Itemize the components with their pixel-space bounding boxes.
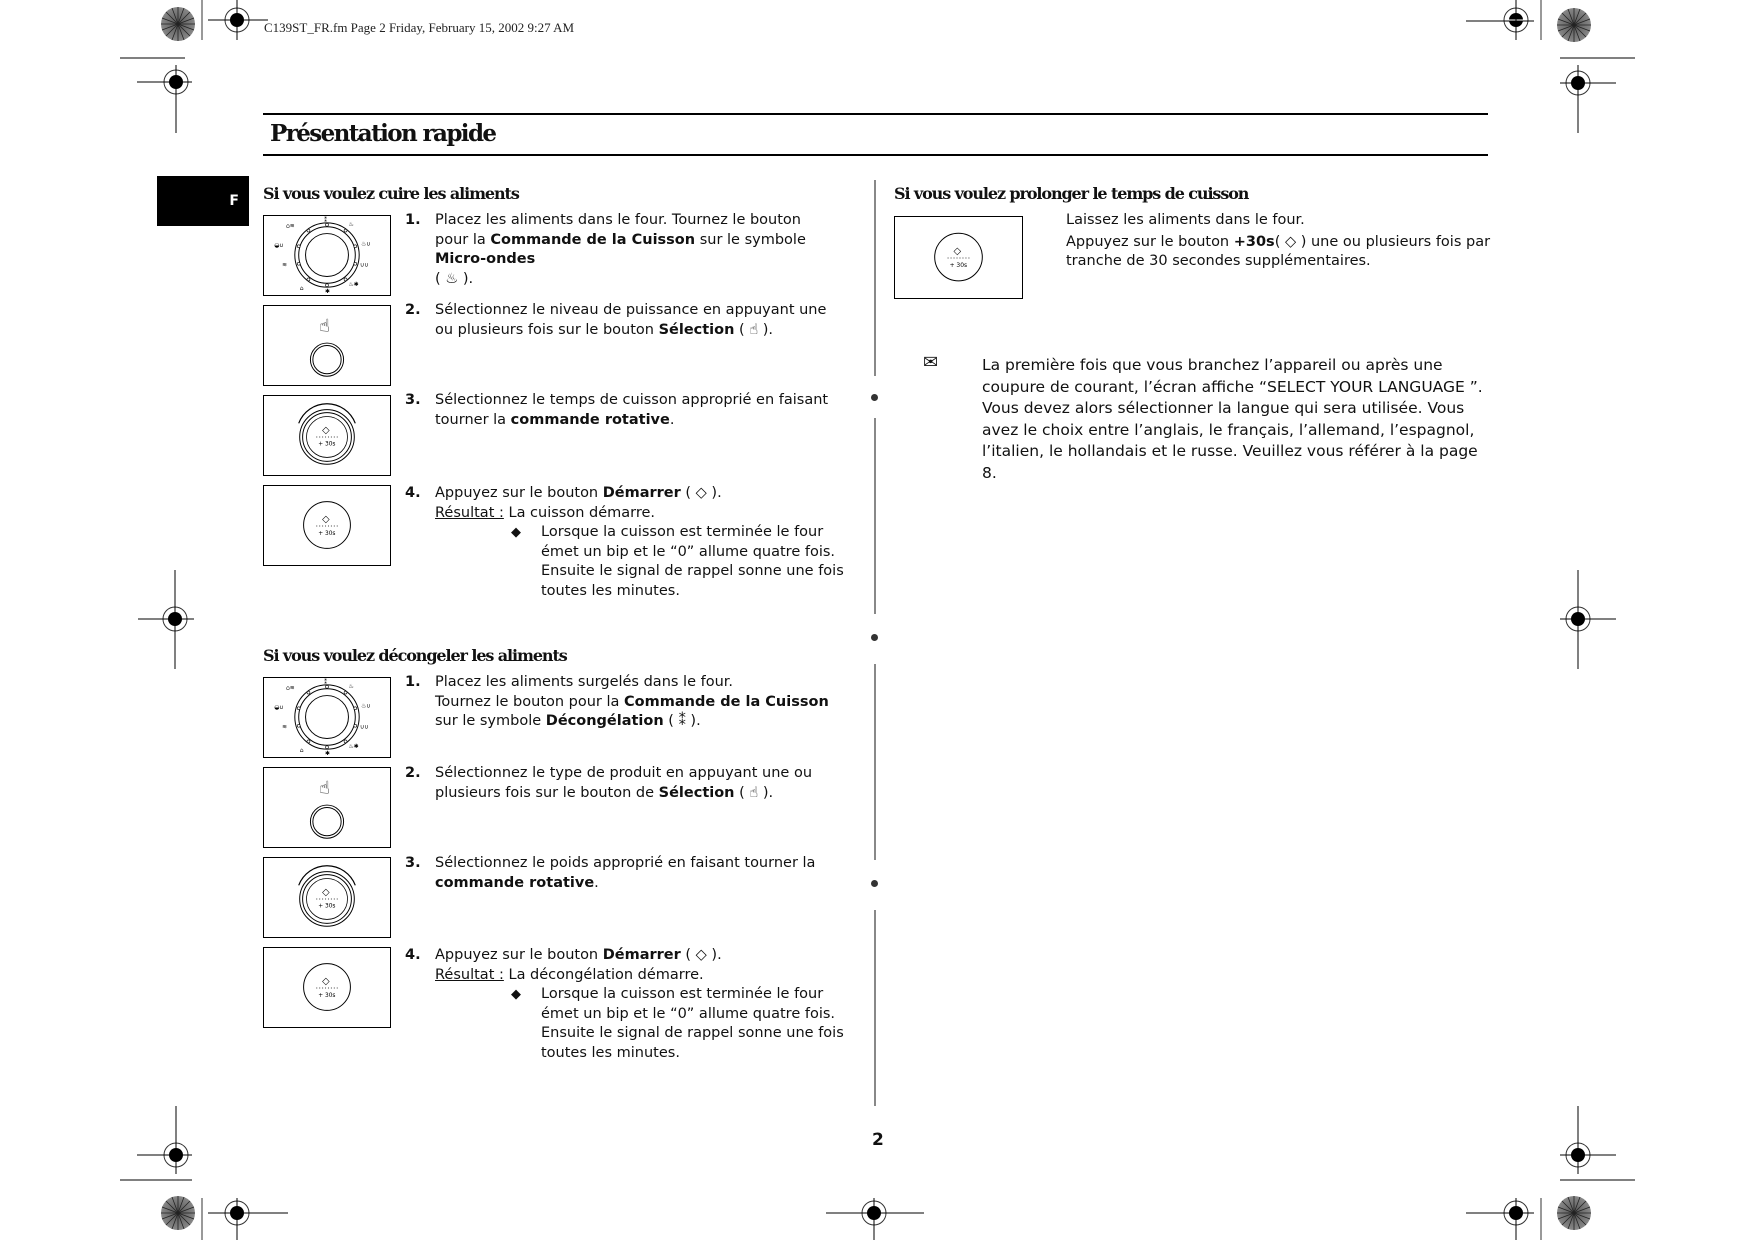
figure-cooking-dial — [263, 215, 391, 296]
language-tab-label: F — [229, 193, 239, 209]
defrost-step-4: 4. Appuyez sur le bouton Démarrer ( ◇ ). Résultat : La décongélation démarre. ◆ Lorsque la cuisson est terminée le four émet un bip et le “0” allume quatre fois. Ensuite le signal de rappel sonne une fois toutes les minutes. — [405, 947, 844, 1061]
note-text: La première fois que vous branchez l’appareil ou après une coupure de courant, l’écran affiche “SELECT YOUR LANGUAGE ”. Vous devez alors sélectionner la langue qui sera utilisée. Vous avez le choix entre l’anglais, le français, l’allemand, l’espagnol, l’italien, le hollandais et le russe. Veuillez vous référer à la page 8. — [982, 356, 1483, 482]
figure-rotary-knob — [263, 857, 391, 938]
figure-select-button — [263, 305, 391, 386]
color-wheel-icon — [161, 1196, 195, 1230]
cook-step-2: 2. Sélectionnez le niveau de puissance en appuyant une ou plusieurs fois sur le bouton Sélection ( ☝ ). — [405, 302, 827, 338]
extend-line-1: Laissez les aliments dans le four. — [1066, 212, 1305, 228]
divider-dot — [871, 634, 878, 641]
defrost-step-3: 3. Sélectionnez le poids approprié en faisant tourner la commande rotative. — [405, 855, 816, 891]
result-label: Résultat : — [435, 966, 504, 983]
page-title: Présentation rapide — [270, 120, 496, 147]
color-wheel-icon — [1557, 1196, 1591, 1230]
section-heading-cook: Si vous voulez cuire les aliments — [263, 184, 519, 203]
color-wheel-icon — [161, 7, 195, 41]
section-heading-defrost: Si vous voulez décongeler les aliments — [263, 646, 567, 665]
start-symbol-icon: ( ◇ ). — [680, 485, 722, 501]
figure-start-button — [263, 485, 391, 566]
bullet-diamond-icon: ◆ — [511, 987, 521, 1002]
column-divider — [874, 664, 876, 860]
defrost-step-2: 2. Sélectionnez le type de produit en appuyant une ou plusieurs fois sur le bouton de Sélection ( ☝ ). — [405, 765, 813, 801]
cook-step-3: 3. Sélectionnez le temps de cuisson approprié en faisant tourner la commande rotative. — [405, 392, 829, 428]
title-rule-bottom — [263, 154, 1488, 156]
column-divider — [874, 418, 876, 614]
column-divider — [874, 910, 876, 1106]
cook-step-4: 4. Appuyez sur le bouton Démarrer ( ◇ ). Résultat : La cuisson démarre. ◆ Lorsque la cuisson est terminée le four émet un bip et le “0” allume quatre fois. Ensuite le signal de rappel sonne une fois toutes les minutes. — [405, 485, 844, 599]
extend-instructions — [1066, 211, 1496, 271]
divider-dot — [871, 880, 878, 887]
cook-step-1: 1. Placez les aliments dans le four. Tournez le bouton pour la Commande de la Cuisson sur le symbole Micro-ondes ( ♨ ). — [405, 212, 806, 287]
select-symbol-icon: ( ☝ ). — [734, 321, 774, 338]
select-symbol-icon: ( ☝ ). — [734, 784, 774, 801]
divider-dot — [871, 394, 878, 401]
note-icon: ✉ — [923, 352, 939, 373]
column-divider — [874, 180, 876, 376]
result-label: Résultat : — [435, 504, 504, 521]
figure-rotary-knob — [263, 395, 391, 476]
start-symbol-icon: ( ◇ ). — [680, 947, 722, 963]
color-wheel-icon — [1557, 8, 1591, 42]
defrost-symbol-icon: ( ⁑ ). — [663, 713, 701, 729]
figure-plus30-button — [894, 216, 1023, 299]
start-symbol-icon: ( ◇ ) une ou plusieurs fois par tranche de 30 secondes supplémentaires. — [1066, 234, 1491, 269]
figure-select-button — [263, 767, 391, 848]
extend-line-2: Appuyez sur le bouton +30s( ◇ ) une ou plusieurs fois par tranche de 30 secondes supplémentaires. — [1066, 234, 1491, 269]
language-tab — [157, 176, 249, 226]
title-rule-top — [263, 113, 1488, 115]
figure-defrost-dial — [263, 677, 391, 758]
defrost-step-1: 1. Placez les aliments surgelés dans le four. Tournez le bouton pour la Commande de la Cuisson sur le symbole Décongélation ( ⁑ ). — [405, 674, 829, 729]
file-meta-header: C139ST_FR.fm Page 2 Friday, February 15, 2002 9:27 AM — [264, 20, 575, 35]
figure-start-button — [263, 947, 391, 1028]
page-number: 2 — [872, 1130, 884, 1150]
microwave-symbol-icon: ( ♨ ). — [435, 270, 474, 287]
bullet-diamond-icon: ◆ — [511, 525, 521, 540]
section-heading-extend: Si vous voulez prolonger le temps de cuisson — [894, 184, 1249, 203]
